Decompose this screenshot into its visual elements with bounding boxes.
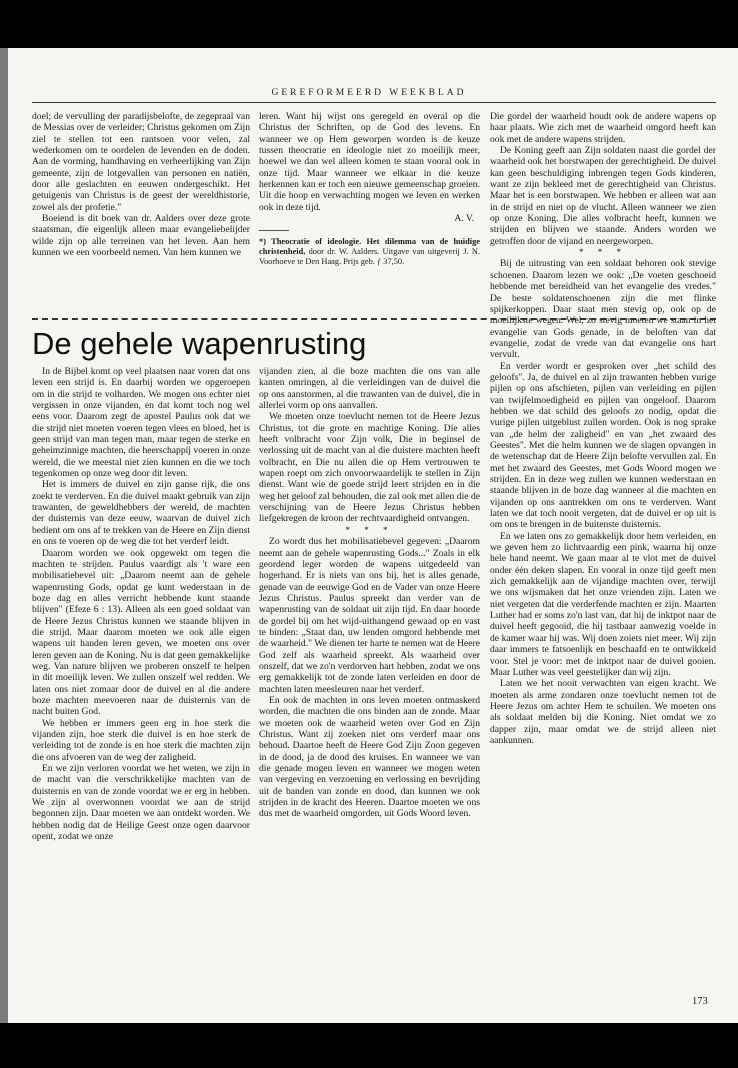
paragraph: De Koning geeft aan Zijn soldaten naast die gordel der waarheid ook het borstwapen der gerechtigheid. De duivel kan geen beschuldiging inbrengen tegen Gods kinderen, want ze zijn bekleed met de gerechtigheid van Christus. Maar het is een borstwapen. We hebben er alleen wat aan in de strijd en niet op de vlucht. Alleen wanneer we zien op onze Koning. Die alles volbracht heeft, kunnen we strijden en blijven we staande. Anders worden we getroffen door de vijand en neergeworpen. [490, 145, 716, 247]
top-column-2 [259, 111, 480, 267]
paragraph: En ook de machten in ons leven moeten ontmaskerd worden, die machten die ons binden aan de zonde. Maar we moeten ook de waarheid weten over God en Zijn Christus. Want zij zoeken niet ons verderf maar ons behoud. Daartoe heeft de Heere God Zijn Zoon gegeven in de dood, ja de dood des kruises. En wanneer we van die genade mogen leven en wanneer we mogen weten van vergeving en verzoening en verlossing en bevrijding uit de banden van zonde en dood, dan kunnen we ook strijden in de kracht des Heeren. Daartoe moeten we ons dus met de waarheid omgorden, uit Gods Woord leven. [259, 694, 480, 820]
paragraph: We hebben er immers geen erg in hoe sterk die vijanden zijn, hoe sterk die duivel is en hoe sterk de verleiding tot de zonde is en hoe sterk die machten zijn die ons afvoeren van de weg der zaligheid. [32, 717, 250, 763]
paragraph: vijanden zien, al die boze machten die ons van alle kanten omringen, al die verleidingen van de duivel die op ons aanstormen, al die trawanten van de duivel, die in allerlei vorm op ons aanvallen. [259, 366, 480, 412]
scan-bottom-border [0, 1023, 738, 1068]
paragraph: Zo wordt dus het mobilisatiebevel gegeven: „Daarom neemt aan de gehele wapenrusting Gods..." Zoals in elk geordend leger worden de wapens uitgedeeld van hogerhand. Er is niets van ons bij, het is alles genade, genade van de eeuwige God en de Vader van onze Heere Jezus Christus. Paulus spreekt dan verder van de wapenrusting van de soldaat uit zijn tijd. En daar hoorde de gordel bij om het wijd-uithangend gewaad op en vast te binden: „Staat dan, uw lenden omgord hebbende met de waarheid." We dienen ter harte te nemen wat de Heere God zelf als waarheid spreekt. Als waarheid over onszelf, dat we zo'n verdorven hart hebben, zodat we ons erg gemakkelijk tot de zonde laten verleiden en door de machten laten meesleuren naar het verderf. [259, 536, 480, 695]
paragraph: En we zijn verloren voordat we het weten, we zijn in de macht van die verschrikkelijke machten van de duisternis en van de zonde voordat we er erg in hebben. We zijn al overwonnen voordat we aan de strijd begonnen zijn. Daar moeten we aan ontdekt worden. We hebben nodig dat de Heilige Geest onze ogen daarvoor opent, zodat we onze [32, 763, 250, 843]
footnote-title: *) Theocratie of ideologie. Het dilemma van de huidige christenheid, [259, 237, 480, 257]
paragraph: In de Bijbel komt op veel plaatsen naar voren dat ons leven een strijd is. En daarbij worden we opgeroepen om in die strijd te volharden. We mogen ons echter niet vergissen in onze vijanden, en dat komt toch nog wel eens voor. Daarom zegt de apostel Paulus ook dat we die strijd niet moeten voeren tegen vlees en bloed, het is geen strijd van man tegen man, maar tegen de sterke en geheimzinnige machten, die heerschappij voeren in onze wereld, die we meestal niet zien kunnen en die we toch tegenkomen op onze weg door dit leven. [32, 366, 250, 480]
paragraph: We moeten onze toevlucht nemen tot de Heere Jezus Christus, tot die grote en machtige Koning. Die alles heeft volbracht voor Zijn volk, Die in beginsel de verlossing uit de macht van al die duistere machten heeft volbracht, en Die nu allen die op Hem vertrouwen te wapen roept om zich onvoorwaardelijk te stellen in Zijn dienst. Want wie de goede strijd leert strijden en in die weg het geloof zal behouden, die zal ook met allen die de verschijning van de Heere Jezus Christus hebben liefgekregen de kroon der rechtvaardigheid ontvangen. [259, 411, 480, 525]
running-header: GEREFORMEERD WEEKBLAD [271, 88, 467, 98]
paragraph: Boeiend is dit boek van dr. Aalders over deze grote staatsman, die eigenlijk alleen maar evangeliebelijder wilde zijn op alle terreinen van het leven. Aan hem kunnen we een voorbeeld nemen. Van hem kunnen we [32, 213, 250, 259]
section-divider [32, 318, 716, 320]
page-number: 173 [692, 996, 708, 1007]
paragraph: Die gordel der waarheid houdt ook de andere wapens op haar plaats. Wie zich met de waarheid omgord heeft kan ook met de andere wapens strijden. [490, 111, 716, 145]
footnote-rule [259, 230, 289, 231]
author-signature: A. V. [454, 213, 474, 225]
article-column-1 [32, 366, 250, 842]
article-title: De gehele wapenrusting [32, 326, 367, 361]
header-rule [32, 102, 716, 103]
paragraph: Daarom worden we ook opgewekt om tegen die machten te strijden. Paulus vaardigt als 't ware een mobilisatiebevel uit: „Daarom neemt aan de gehele wapenrusting Gods, opdat ge kunt wederstaan in de boze dag en alles verricht hebbende kunt staande blijven" (Efeze 6 : 13). Alleen als een goed soldaat van de Heere Jezus Christus kunnen we staande blijven in die strijd. Maar daarom moeten we ook alle eigen wapens uit handen leren geven, we moeten ons over leren geven aan de Koning. Nu is dat geen gemakkelijke weg. Van nature blijven we proberen onszelf te helpen in dit moeilijk leven. We zullen onszelf wel redden. We laten ons niet zomaar door de duivel en al die andere boze machten meevoeren naar de duisternis van de nacht buiten God. [32, 547, 250, 718]
paragraph: Bij de uitrusting van een soldaat behoren ook stevige schoenen. Daarom lezen we ook: „De voeten geschoeid hebbende met bereidheid van het evangelie des vredes." De beste soldatenschoenen zijn die met flinke spijkerkoppen. Daar staat men stevig op, ook op de moeilijkste wegen. Wel, zo stevig moeten we staan in het evangelie van Gods genade, in de beloften van dat evangelie, zodat de vrede van dat evangelie ons hart vervult. [490, 258, 716, 361]
paragraph: Het is immers de duivel en zijn ganse rijk, die ons zoekt te verderven. En die duivel maakt gebruik van zijn trawanten, de geweldhebbers der wereld, de machten der duisternis van deze eeuw, waarvan de duivel zich bedient om ons af te trekken van de Heere en Zijn dienst en ons te voeren op de weg die tot het verderf leidt. [32, 479, 250, 548]
paragraph: leren. Want hij wijst ons geregeld en overal op die Christus der Schriften, op de God des levens. En wanneer we op Hem geworpen worden is de keuze tussen theocratie en ideologie niet zo moeilijk meer, hoewel we dan wel alleen komen te staan vooral ook in onze tijd. Maar wanneer we elkaar in die keuze herkennen kan er toch een nieuwe gemeenschap groeien. Uit die hoop en verwachting mogen we leven en werken ook in deze tijd. [259, 111, 480, 213]
paragraph: Laten we het nooit verwachten van eigen kracht. We moeten als arme zondaren onze toevlucht nemen tot de Heere Jezus om achter Hem te schuilen. We moeten ons als soldaat melden bij die Koning. Niet omdat we zo dapper zijn, maar omdat we de strijd alleen niet aankunnen. [490, 678, 716, 746]
page-spine-shadow [0, 48, 8, 1023]
paragraph: doel; de vervulling der paradijsbelofte, de zegepraal van de Messias over de verleider; Christus gekomen om Zijn ziel te stellen tot een rantsoen voor velen, zal wederkomen om te oordelen de levenden en de doden. Aan de vorming, handhaving en verheerlijking van Zijn gemeente, zijn de lotgevallen van personen en natiën, door alle geslachten en eeuwen ondergeschikt. Het getuigenis van Christus is de geest der wereldhistorie, zowel als der profetie." [32, 111, 250, 213]
paragraph: En verder wordt er gesproken over „het schild des geloofs". Ja, de duivel en al zijn trawanten hebben vurige pijlen op ons afschieten, pijlen van verleiding en pijlen van twijfelmoedigheid en pijlen van ongeloof. Daarom hebben we dat schild des geloofs zo nodig, opdat die vurige pijlen uitgeblust zullen worden. Ook is nog sprake van „de helm der zaligheid" en van „het zwaard des Geestes". Met die helm kunnen we de slagen opvangen in de wetenschap dat de Heere Zijn belofte vervullen zal. En met het zwaard des Geestes, met Gods Woord mogen we strijden. En in deze weg zullen we kunnen wederstaan en staande blijven in de boze dag wanneer al die machten en vijanden op ons aantrekken om ons te verderven. Want laten we dat toch nooit vergeten, dat de duivel er op uit is om ons te brengen in de buitenste duisternis. [490, 360, 716, 531]
top-column-1 [32, 111, 250, 258]
footnote-details: door dr. W. Aalders. Uitgave van uitgeverij J. N. Voorhoeve te Den Haag. Prijs geb. ƒ 37,50. [259, 247, 480, 267]
scan-top-border [0, 0, 738, 48]
section-break-stars: * * * [345, 524, 394, 535]
footnote [259, 237, 480, 267]
article-column-2 [259, 366, 480, 820]
section-break-stars: * * * [579, 247, 627, 258]
paragraph: En we laten ons zo gemakkelijk door hem verleiden, en we geven hem zo lichtvaardig een pink, waarna hij onze hele hand neemt. We gaan maar al te vlot met de duivel onder één deken slapen. En vooral in onze tijd geeft men zich gemakkelijk aan de vijandige machten over, terwijl we ons wijsmaken dat het onze vrienden zijn. Laten we niet vergeten dat die verderfende machten er zijn. Maarten Luther had er soms zo'n last van, dat hij de inktpot naar de duivel heeft gegooid, die hij tastbaar aanwezig voelde in de kamer waar hij was. Wij doen zoiets niet meer. Wij zijn daar immers te fatsoenlijk en beschaafd en te ontwikkeld voor. Stel je voor: met de inktpot naar de duivel gooien. Maar Luther was veel geestelijker dan wij zijn. [490, 530, 716, 678]
top-column-3 [490, 111, 716, 746]
